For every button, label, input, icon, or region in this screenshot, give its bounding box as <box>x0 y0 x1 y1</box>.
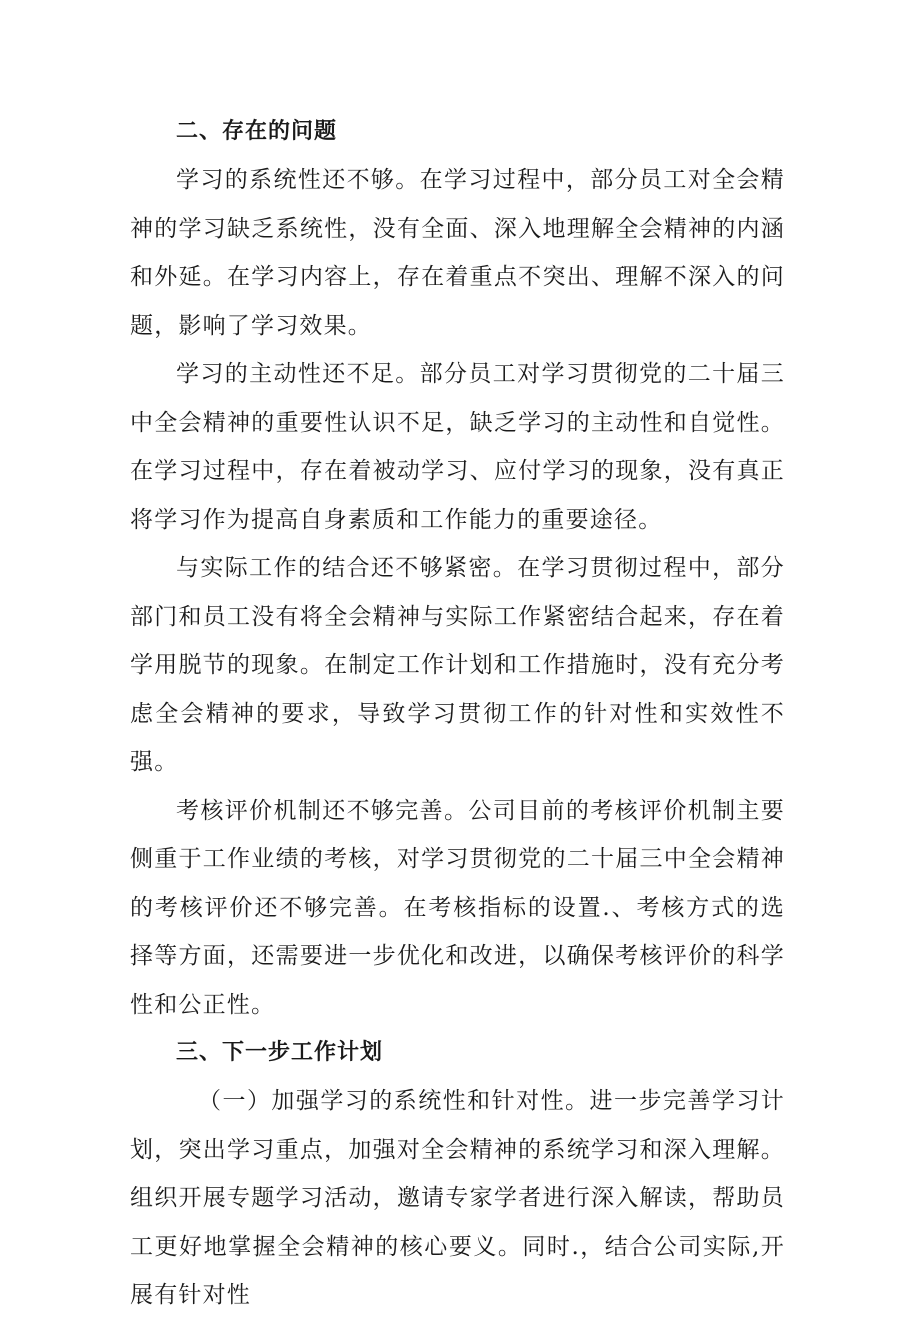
paragraph-plan-1: （一）加强学习的系统性和针对性。进一步完善学习计划，突出学习重点，加强对全会精神的系统学习和深入理解。组织开展专题学习活动，邀请专家学者进行深入解读，帮助员工更好地掌握全会精神的核心要义。同时.，结合公司实际,开展有针对性 <box>130 1088 785 1308</box>
document-body <box>130 108 785 1320</box>
section-heading-problems: 二、存在的问题 <box>176 119 338 144</box>
paragraph-initiative: 学习的主动性还不足。部分员工对学习贯彻党的二十届三中全会精神的重要性认识不足，缺乏学习的主动性和自觉性。在学习过程中，存在着被动学习、应付学习的现象，没有真正将学习作为提高自身素质和工作能力的重要途径。 <box>130 361 785 533</box>
paragraph-system: 学习的系统性还不够。在学习过程中，部分员工对全会精神的学习缺乏系统性，没有全面、深入地理解全会精神的内涵和外延。在学习内容上，存在着重点不突出、理解不深入的问题，影响了学习效果。 <box>130 167 785 339</box>
section-heading-plan: 三、下一步工作计划 <box>176 1040 384 1065</box>
paragraph-evaluation: 考核评价机制还不够完善。公司目前的考核评价机制主要侧重于工作业绩的考核，对学习贯彻党的二十届三中全会精神的考核评价还不够完善。在考核指标的设置.、考核方式的选择等方面，还需要进一步优化和改进，以确保考核评价的科学性和公正性。 <box>130 797 785 1018</box>
paragraph-practice: 与实际工作的结合还不够紧密。在学习贯彻过程中，部分部门和员工没有将全会精神与实际工作紧密结合起来，存在着学用脱节的现象。在制定工作计划和工作措施时，没有充分考虑全会精神的要求，导致学习贯彻工作的针对性和实效性不强。 <box>130 555 785 775</box>
